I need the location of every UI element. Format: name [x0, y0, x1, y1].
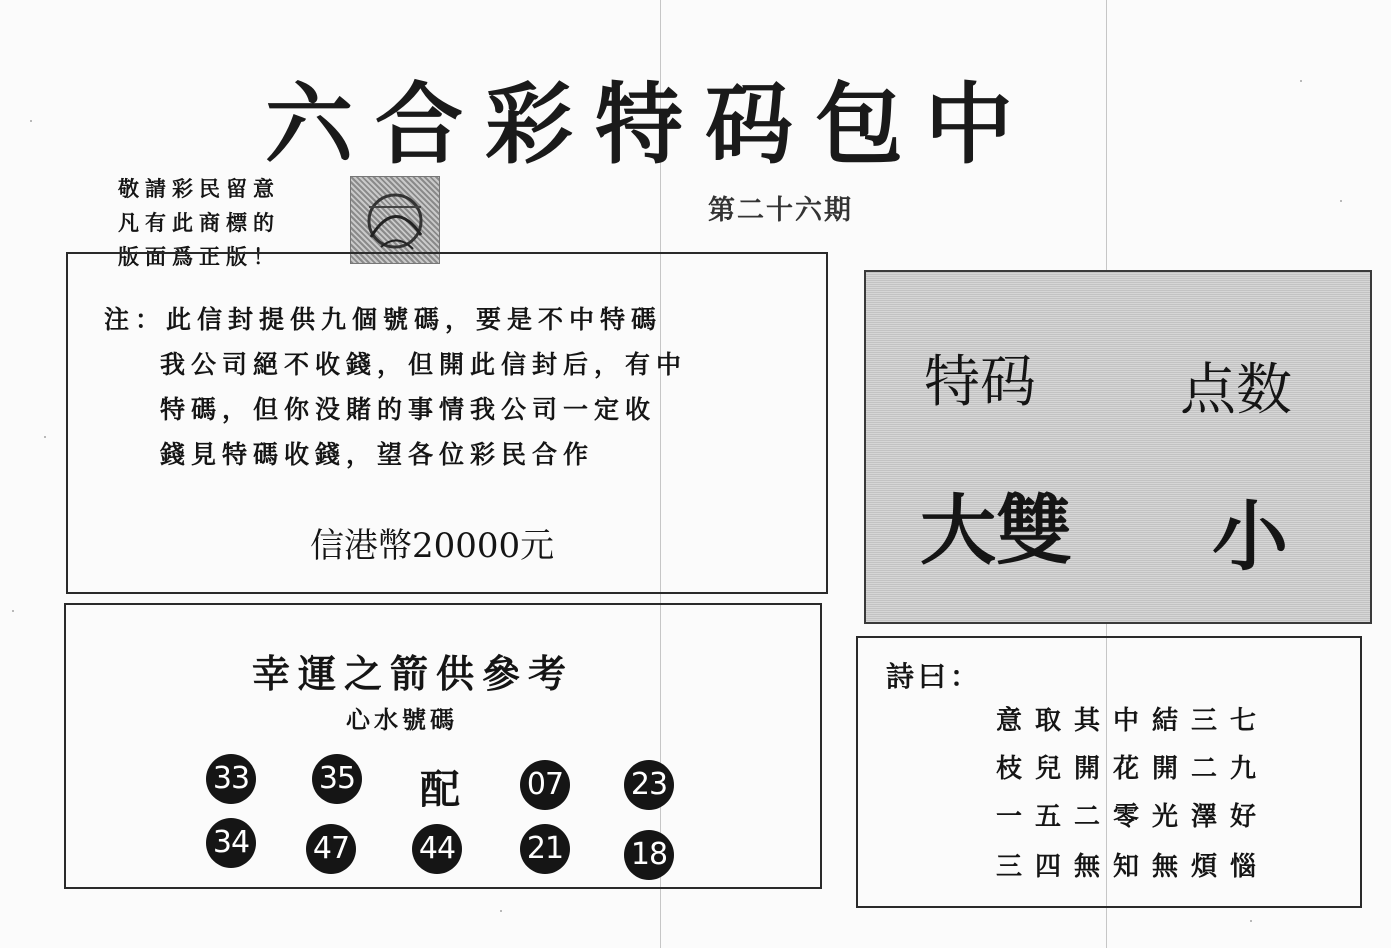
lucky-subtitle: 心水號碼 [346, 705, 458, 734]
poem-line: 意取其中結三七 [996, 706, 1270, 736]
terms-label: 注： [104, 305, 167, 334]
scan-speck [1300, 80, 1302, 82]
notice-line: 凡有此商標的 [118, 210, 280, 235]
envelope-terms-text [104, 297, 687, 477]
terms-line: 我公司絕不收錢，但開此信封后，有中 [160, 350, 688, 379]
scan-speck [44, 436, 46, 438]
trademark-stamp-icon [350, 176, 440, 264]
number-ball: 18 [624, 830, 674, 880]
poem-line: 三四無知無煩惱 [996, 852, 1270, 882]
special-code-value: 大雙 [920, 486, 1072, 575]
points-label: 点数 [1180, 358, 1292, 423]
number-ball: 07 [520, 760, 570, 810]
number-ball: 34 [206, 818, 256, 868]
scan-speck [12, 610, 14, 612]
number-ball: 47 [306, 824, 356, 874]
terms-line: 錢見特碼收錢，望各位彩民合作 [160, 440, 595, 469]
number-ball: 35 [312, 754, 362, 804]
number-ball: 21 [520, 824, 570, 874]
poem-line: 枝兒開花開二九 [996, 754, 1270, 784]
points-value: 小 [1212, 492, 1288, 581]
terms-line: 特碼，但你没賭的事情我公司一定收 [160, 395, 657, 424]
terms-line: 此信封提供九個號碼，要是不中特碼 [166, 305, 663, 334]
number-ball: 44 [412, 824, 462, 874]
notice-line: 敬請彩民留意 [118, 176, 280, 201]
special-code-label: 特码 [924, 350, 1036, 415]
envelope-price: 信港幣20000元 [310, 526, 555, 566]
scan-speck [1340, 200, 1342, 202]
number-ball: 23 [624, 760, 674, 810]
poem-line: 一五二零光澤好 [996, 802, 1270, 832]
scan-speck [30, 120, 32, 122]
lucky-title: 幸運之箭供參考 [252, 651, 575, 696]
notice-line: 版面爲正版！ [118, 244, 280, 269]
scan-speck [500, 910, 502, 912]
scan-speck [1250, 920, 1252, 922]
poem-heading: 詩曰： [886, 660, 983, 693]
page-title: 六合彩特码包中 [265, 72, 1036, 176]
number-ball: 33 [206, 754, 256, 804]
issue-number: 第二十六期 [708, 195, 853, 226]
pair-label: 配 [420, 766, 460, 813]
